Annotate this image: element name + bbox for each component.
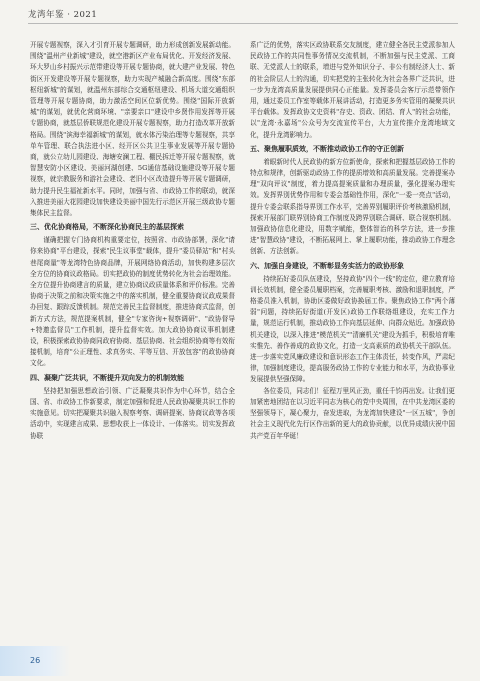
right-column [250, 40, 455, 442]
paragraph: 着眼新时代人民政协的新方位新使命，探索和把握基层政协工作的特点和规律，创新驱动政协工作的提质增效和高质量发展。完善提案办理"双向评议"制度，着力提高提案质量和办理质量，强化提案办理实效。发挥界别优势作用和专委会基础性作用，深化"一委一亮点"活动，提升专委会联系指导界别工作水平，完善界别履职评价考核激励机制，探索开展部门联界别协商工作制度及跨界别联合调研、联合视察机制。加强政协信息化建设，用数字赋能，整体智治的科学方法，进一步推进"智慧政协"建设，不断拓展网上、掌上履职功能，推动政协工作理念创新、方法创新。 [250, 157, 455, 256]
page-number-tab [0, 646, 70, 676]
paragraph: 各位委员，同志们！征程万里风正劲，重任千钧再出发。让我们更加紧密地团结在以习近平同志为核心的党中央周围，在中共龙湾区委的坚强领导下，凝心聚力，奋发进取，为龙湾加快建设"一区五城"，争创社会主义现代化先行区作出新的更大的政协贡献，以优异成绩庆祝中国共产党百年华诞！ [250, 386, 455, 440]
paragraph: 持续拓好委员队伍建设，坚持政协"四个一线"的定位，建立教育培训长效机制，健全委员履职档案，完善履职考核、激励和退职制度，严格委员准入机制，协助区委做好政协换届工作。聚焦政协工作"两个薄弱"问题，持续拓好街道(开发区)政协工作联络组建设，充实工作力量，规范运行机制，推动政协工作向基层延伸、向群众贴近。加强政协机关建设，以深入推进"模范机关""清廉机关"建设为抓手，积极培育唯实惟先、善作善成的政协文化，打造一支高素质的政协机关干部队伍。进一步落实党风廉政建设和意识形态工作主体责任，转变作风，严肃纪律，加强制度建设，提高服务政协工作的专业能力和水平，为政协事业发展提供坚强保障。 [250, 274, 455, 384]
section-heading: 六、加强自身建设，不断彰显务实活力的政协形象 [250, 261, 404, 270]
paragraph: 谨确把握专门协商机构重要定位，按照省、市政协部署，深化"请你来协商"平台建设，探索"民生议事堂"载体，提升"委员驿站"和"村头巷尾商量"等龙湾特色协商品牌，开展网络协商活动，加快构建多层次全方位的协商议政格局。切实把政协的制度优势转化为社会治理效能。全方位提升协商建言的质量，建立协商议政质量体系和评价标准。完善协商于决策之前和决策实施之中的落实机制，健全重要协商议政成果督办回复、跟踪反馈机制。规范完善民主监督制度，推进协商式监督，创新方式方法，规范提案机制，健全"专家咨询+视察调研"、"政协督导+特邀监督员"工作机制，提升监督实效。加大政协协商议事机制建设，积极探索政协协商同政府协商、基层协商、社会组织协商等有效衔接机制，培育"公正理性、求真务实、平等互信、开放包容"的政协协商文化。 [30, 236, 235, 368]
paragraph: 系广泛的优势，落实区政协联系交友制度，建立健全各民主党派参加人民政协工作的共同性事务情况交流机制，不断加强与民主党派、工商联、无党派人士的联系，增进与党外知识分子、非公有制经济人士、新的社会阶层人士的沟通，切实把党的主张转化为社会各界广泛共识，进一步为龙湾高质量发展提供同心正能量。发挥委员会客厅示范带领作用，通过委员工作室等载体开展讲活动，打造更多务实管用的凝聚共识平台载体。发挥政协文史资料"存史、资政、团结、育人"的社会功能，以"龙湾·永嘉场"公众号为交流宣传平台，大力宣传推介龙湾地域文化，提升龙湾影响力。 [250, 41, 455, 139]
section-heading: 四、凝聚广泛共识，不断提升双向发力的机制效能 [30, 373, 184, 382]
page-header [28, 8, 458, 24]
page-number: 26 [30, 656, 41, 665]
running-title: 龙湾年鉴 · 2021 [28, 10, 98, 20]
paragraph: 坚持把加强思想政治引领、广泛凝聚共识作为中心环节，结合全国、省、市政协工作新要求，制定加强和促进人民政协凝聚共识工作的实施意见。切实把凝聚共识融入视察考察、调研提案、协商议政等各项活动中，实现建言成果、思想收获上一体设计、一体落实。切实发挥政协联 [30, 386, 235, 440]
left-column [30, 40, 235, 442]
section-heading: 五、聚焦履职质效，不断推动政协工作的守正创新 [250, 144, 404, 153]
section-heading: 三、优化协商格局，不断深化协商民主的基层探索 [30, 223, 184, 232]
paragraph: 开展专题视察，深入才引育开展专题调研，助力形成创新发展新动能。围绕"温州产业新城"建设，就空港新区产业布局优化、开发经济发展、环大罗山乡村振兴示范带建设等开展专题协商，就大建产业发展、特色街区开发建设等开展专题视察，助力实现产城融合新高度。围绕"东部枢纽新城"的谋划，就温州东部综合交通枢纽建设、机场大道交通组织管理等开展专题协商，助力激活空间区位新优势。围绕"国际开放新城"的谋划，就优化营商环境、"亲要亲口"建设中乡贤作用发挥等开展专题协商，就基层侨联规范化建设开展专题视察，助力打造改革开放新格局。围绕"滨海幸福新城"的谋划，就水体污染治理等专题视察，共享单车管理、联合执法进小区、经开区公共卫生事业发展等开展专题协商，就公立幼儿园建设、海塘安澜工程、棚民拆迁等开展专题视察，就智慧安防小区建设、美丽河湖创建、5G通信基础设施建设等开展专题视察，就宗教服务和游社会建设、老旧小区改造提升等开展专题调研，助力提升民生福祉新水平。同时，加强与省、市政协工作的联动，就深入推进美丽大花园建设加快建设美丽中国先行示范区开展三级政协专题集体民主监督。 [30, 41, 235, 218]
header-rule [28, 23, 458, 24]
